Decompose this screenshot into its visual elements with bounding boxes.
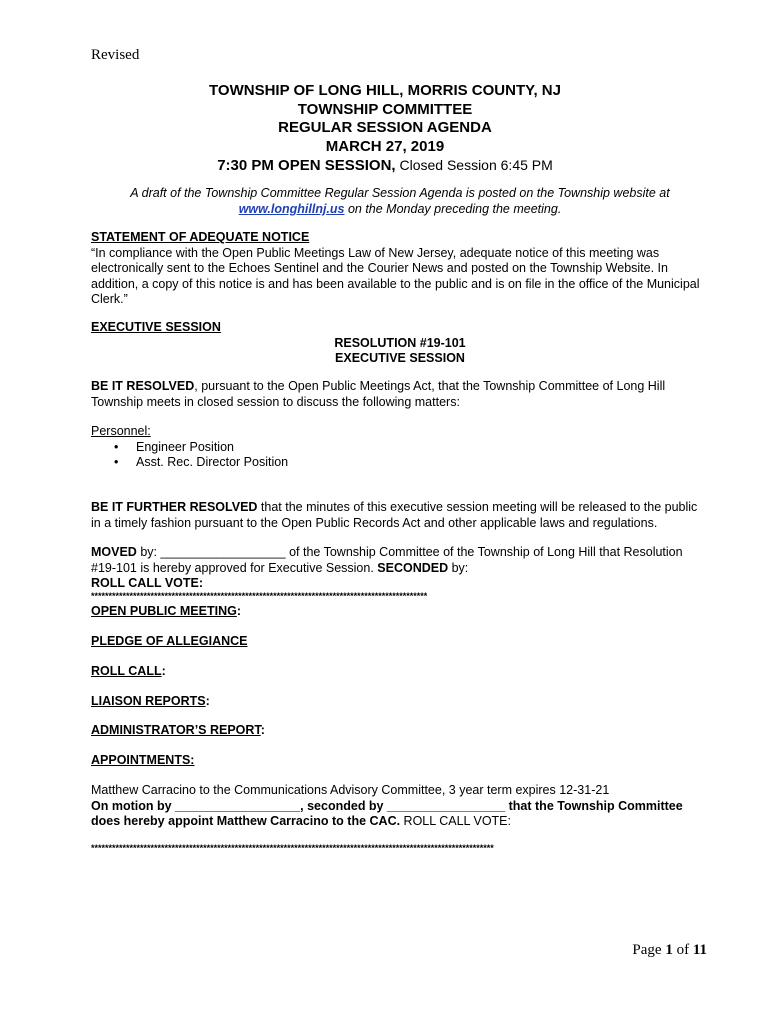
seconded-text: by: (448, 560, 469, 575)
appointment-item (91, 783, 709, 830)
draft-notice-text-after: on the Monday preceding the meeting. (344, 202, 562, 216)
be-it-resolved-lead: BE IT RESOLVED (91, 379, 195, 393)
header-line-date: MARCH 27, 2019 (325, 137, 445, 155)
moved-lead: MOVED (91, 545, 137, 559)
page-total: 11 (692, 942, 707, 958)
appointment-roll-call-vote: ROLL CALL VOTE: (400, 814, 511, 828)
personnel-label: Personnel: (91, 424, 151, 438)
separator-line: ************************************************************************************************ (91, 591, 428, 601)
page-current: 1 (665, 942, 673, 958)
list-item: • Engineer Position (136, 440, 709, 456)
header-line-session (0, 156, 770, 176)
personnel-list (91, 424, 709, 471)
township-website-link[interactable]: www.longhillnj.us (238, 202, 345, 216)
heading-colon: : (205, 694, 210, 708)
revised-label: Revised (91, 47, 140, 63)
adequate-notice-heading: STATEMENT OF ADEQUATE NOTICE (91, 230, 310, 244)
liaison-reports-heading (91, 694, 709, 710)
header-line-committee: TOWNSHIP COMMITTEE (297, 100, 473, 118)
header-line-agenda: REGULAR SESSION AGENDA (278, 119, 492, 136)
agenda-header (0, 82, 770, 176)
separator-line: ******************************************************************************************************************* (91, 843, 494, 853)
administrator-report-label: ADMINISTRATOR’S REPORT (91, 723, 261, 737)
executive-session-heading: EXECUTIVE SESSION (91, 320, 221, 334)
page-of: of (672, 942, 693, 958)
seconded-lead: SECONDED (377, 560, 449, 575)
roll-call-heading (91, 664, 709, 680)
pledge-heading: PLEDGE OF ALLEGIANCE (91, 634, 248, 648)
heading-colon: : (260, 723, 265, 737)
open-public-meeting-heading (91, 604, 709, 620)
appointment-description: Matthew Carracino to the Communications Advisory Committee, 3 year term expires 12-31-21 (91, 783, 610, 797)
open-public-meeting-label: OPEN PUBLIC MEETING (91, 604, 237, 618)
appointments-heading: APPOINTMENTS: (91, 753, 195, 767)
list-item: • Asst. Rec. Director Position (136, 455, 709, 471)
appointment-motion: On motion by __________________, seconded by _________________ that the Township Committee does hereby appoint Matthew Carracino to the CAC. (91, 798, 683, 828)
draft-notice (100, 185, 700, 217)
further-resolved-lead: BE IT FURTHER RESOLVED (91, 500, 258, 514)
closed-session-time: Closed Session 6:45 PM (395, 157, 553, 173)
open-session-time: 7:30 PM OPEN SESSION, (217, 157, 396, 174)
heading-colon: : (161, 664, 166, 678)
page-prefix: Page (632, 942, 666, 958)
draft-notice-text: A draft of the Township Committee Regular Session Agenda is posted on the Township website at (130, 186, 670, 200)
roll-call-vote-label: ROLL CALL VOTE: (91, 576, 204, 590)
moved-text: by: __________________ of the Township Committee of the Township of Long Hill that Resolution #19-101 is hereby approved for Executive Session. (91, 545, 683, 575)
moved-paragraph (91, 545, 709, 592)
be-it-further-resolved-paragraph (91, 500, 709, 531)
be-it-resolved-text: , pursuant to the Open Public Meetings Act, that the Township Committee of Long Hill Township meets in closed session to discuss the following matters: (91, 379, 666, 409)
personnel-items (91, 440, 709, 471)
adequate-notice-section (91, 230, 709, 308)
liaison-reports-label: LIAISON REPORTS (91, 694, 206, 708)
page-number (632, 942, 707, 959)
roll-call-label: ROLL CALL (91, 664, 162, 678)
resolution-title: EXECUTIVE SESSION (335, 351, 465, 365)
adequate-notice-body: “In compliance with the Open Public Meetings Law of New Jersey, adequate notice of this meeting was electronically sent to the Echoes Sentinel and the Courier News and posted on the Township Website. In addition, a copy of this notice is and has been available to the public and is on file in the office of the Municipal Clerk.” (91, 245, 700, 306)
heading-colon: : (236, 604, 242, 618)
further-resolved-text: that the minutes of this executive session meeting will be released to the public in a timely fashion pursuant to the Open Public Records Act and other applicable laws and regulations. (91, 500, 698, 530)
be-it-resolved-paragraph (91, 379, 709, 410)
header-line-township: TOWNSHIP OF LONG HILL, MORRIS COUNTY, NJ (209, 82, 561, 99)
resolution-number: RESOLUTION #19-101 (334, 335, 466, 350)
administrator-report-heading (91, 723, 709, 739)
executive-session-section (91, 320, 709, 367)
